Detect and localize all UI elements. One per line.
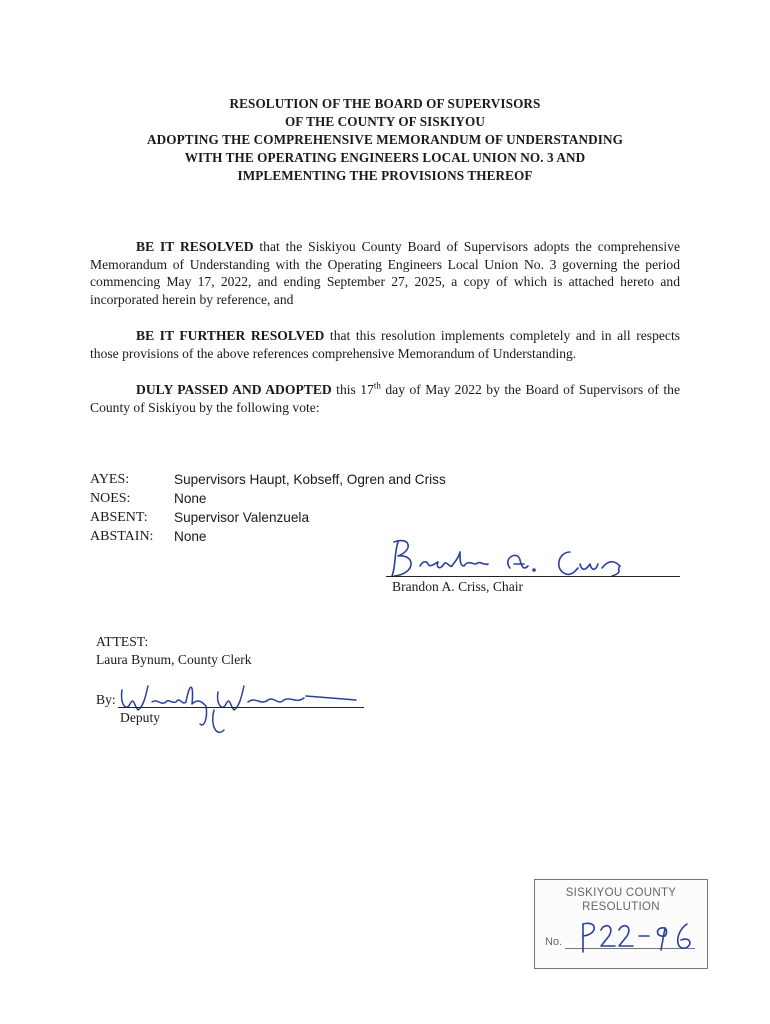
county-clerk: Laura Bynum, County Clerk — [96, 652, 252, 667]
paragraph-passed-lead: DULY PASSED AND ADOPTED — [136, 382, 332, 397]
vote-label: NOES: — [90, 490, 131, 506]
stamp-heading — [535, 886, 707, 914]
deputy-signature-line — [118, 707, 364, 708]
stamp-line-2: RESOLUTION — [582, 901, 660, 913]
paragraph-resolved-lead: BE IT RESOLVED — [136, 239, 254, 254]
stamp-no-label: No. — [545, 936, 563, 948]
attest-label: ATTEST: — [96, 634, 149, 649]
paragraph-passed-adopted — [90, 381, 680, 416]
stamp-number-handwritten — [575, 916, 705, 956]
paragraph-passed-text-a: this 17 — [331, 382, 374, 397]
title-line-4: WITH THE OPERATING ENGINEERS LOCAL UNION NO. 3 AND — [184, 150, 586, 165]
paragraph-further-resolved-lead: BE IT FURTHER RESOLVED — [136, 328, 325, 343]
paragraph-further-resolved-text: that this resolution implements completely and in all respects those provisions of the above references comprehensive Memorandum of Understanding. — [90, 328, 681, 361]
resolution-title — [0, 95, 770, 185]
paragraph-further-resolved — [90, 327, 680, 362]
title-line-3: ADOPTING THE COMPREHENSIVE MEMORANDUM OF UNDERSTANDING — [147, 132, 623, 147]
vote-label: ABSTAIN: — [90, 528, 154, 544]
attest-block — [96, 633, 252, 669]
by-label: By: — [96, 692, 116, 707]
deputy-label: Deputy — [120, 710, 161, 725]
title-line-1: RESOLUTION OF THE BOARD OF SUPERVISORS — [229, 96, 541, 111]
vote-row-absent — [90, 508, 510, 527]
vote-value: None — [174, 491, 207, 506]
title-line-5: IMPLEMENTING THE PROVISIONS THEREOF — [237, 168, 533, 183]
vote-row-noes — [90, 489, 510, 508]
vote-value: Supervisors Haupt, Kobseff, Ogren and Criss — [174, 472, 446, 487]
paragraph-passed-sup: th — [373, 380, 381, 391]
paragraph-resolved-text: that the Siskiyou County Board of Supervisors adopts the comprehensive Memorandum of Understanding with the Operating Engineers Local Union No. 3 governing the period commencing May 17, 2022, and ending September 27, 2025, a copy of which is attached hereto and incorporated herein by reference, and — [90, 239, 680, 307]
vote-label: AYES: — [90, 471, 130, 487]
chair-name: Brandon A. Criss, Chair — [392, 579, 524, 594]
vote-label: ABSENT: — [90, 509, 148, 525]
deputy-signature — [110, 670, 370, 740]
chair-signature-line — [386, 576, 680, 577]
vote-value: None — [174, 529, 207, 544]
vote-row-ayes — [90, 470, 510, 489]
paragraph-passed-text-b: day of May 2022 by the Board of Supervisors of the County of Siskiyou by the following vote: — [90, 382, 680, 415]
vote-value: Supervisor Valenzuela — [174, 510, 310, 525]
stamp-line-1: SISKIYOU COUNTY — [565, 887, 677, 899]
resolution-stamp — [534, 879, 708, 969]
title-line-2: OF THE COUNTY OF SISKIYOU — [284, 114, 486, 129]
paragraph-resolved — [90, 238, 680, 308]
